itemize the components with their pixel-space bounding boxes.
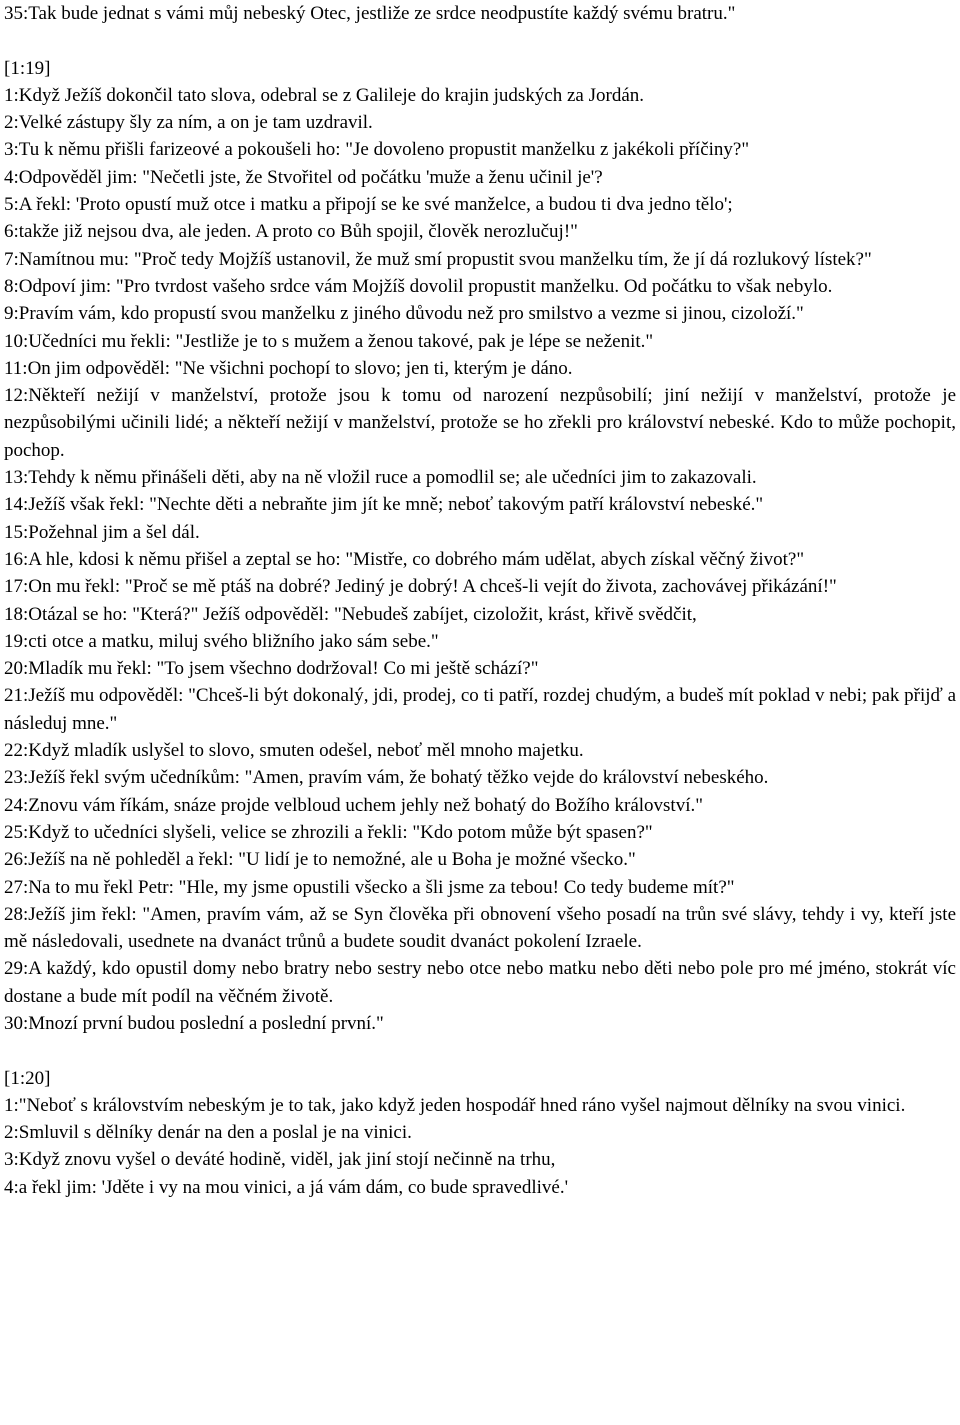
verse-line: 28:Ježíš jim řekl: "Amen, pravím vám, až se Syn člověka při obnovení všeho posadí na trůn své slávy, tehdy i vy, kteří jste mě následovali, usednete na dvanáct trůnů a budete soudit dvanáct pokolení Izraele. (4, 903, 956, 953)
verse-line: 12:Někteří nežijí v manželství, protože jsou k tomu od narození nezpůsobilí; jiní nežijí v manželství, protože je nezpůsobilými učinili lidé; a někteří nežijí v manželství, protože se ho zřekli pro království nebeské. Kdo to může pochopit, pochop. (4, 385, 956, 461)
verse-line: 3:Tu k němu přišli farizeové a pokoušeli ho: "Je dovoleno propustit manželku z jakékoli příčiny?" (4, 139, 750, 161)
blank-line (4, 27, 956, 54)
chapter-marker: [1:19] (4, 57, 51, 79)
verse-line: 2:Smluvil s dělníky denár na den a poslal je na vinici. (4, 1122, 412, 1144)
verse-line: 25:Když to učedníci slyšeli, velice se zhrozili a řekli: "Kdo potom může být spasen?" (4, 821, 653, 843)
verse-line: 1:"Neboť s královstvím nebeským je to tak, jako když jeden hospodář hned ráno vyšel najmout dělníky na svou vinici. (4, 1094, 906, 1116)
verse-line: 3:Když znovu vyšel o deváté hodině, viděl, jak jiní stojí nečinně na trhu, (4, 1149, 556, 1171)
verse-line: 20:Mladík mu řekl: "To jsem všechno dodržoval! Co mi ještě schází?" (4, 658, 539, 680)
verse-line: 27:Na to mu řekl Petr: "Hle, my jsme opustili všecko a šli jsme za tebou! Co tedy budeme mít?" (4, 876, 735, 898)
chapter-marker: [1:20] (4, 1067, 51, 1089)
verse-line: 16:A hle, kdosi k němu přišel a zeptal se ho: "Mistře, co dobrého mám udělat, abych získal věčný život?" (4, 548, 805, 570)
verse-line: 18:Otázal se ho: "Která?" Ježíš odpověděl: "Nebudeš zabíjet, cizoložit, krást, křivě svědčit, (4, 603, 697, 625)
verse-line: 8:Odpoví jim: "Pro tvrdost vašeho srdce vám Mojžíš dovolil propustit manželku. Od počátku to však nebylo. (4, 275, 833, 297)
verse-line: 4:Odpověděl jim: "Nečetli jste, že Stvořitel od počátku 'muže a ženu učinil je'? (4, 166, 603, 188)
verse-line: 13:Tehdy k němu přinášeli děti, aby na ně vložil ruce a pomodlil se; ale učedníci jim to zakazovali. (4, 467, 757, 489)
verse-line: 23:Ježíš řekl svým učedníkům: "Amen, pravím vám, že bohatý těžko vejde do království nebeského. (4, 767, 769, 789)
verse-line: 11:On jim odpověděl: "Ne všichni pochopí to slovo; jen ti, kterým je dáno. (4, 357, 573, 379)
verse-line: 10:Učedníci mu řekli: "Jestliže je to s mužem a ženou takové, pak je lépe se neženit." (4, 330, 654, 352)
verse-line: 15:Požehnal jim a šel dál. (4, 521, 200, 543)
verse-line: 19:cti otce a matku, miluj svého bližního jako sám sebe." (4, 630, 439, 652)
verse-line: 1:Když Ježíš dokončil tato slova, odebral se z Galileje do krajin judských za Jordán. (4, 84, 645, 106)
verse-line: 35:Tak bude jednat s vámi můj nebeský Otec, jestliže ze srdce neodpustíte každý svému bratru." (4, 3, 736, 24)
verse-line: 24:Znovu vám říkám, snáze projde velbloud uchem jehly než bohatý do Božího království." (4, 794, 703, 816)
verse-line: 2:Velké zástupy šly za ním, a on je tam uzdravil. (4, 112, 373, 134)
blank-line (4, 1037, 956, 1064)
verse-line: 21:Ježíš mu odpověděl: "Chceš-li být dokonalý, jdi, prodej, co ti patří, rozdej chudým, a budeš mít poklad v nebi; pak přijď a následuj mne." (4, 685, 956, 734)
verse-line: 4:a řekl jim: 'Jděte i vy na mou vinici, a já vám dám, co bude spravedlivé.' (4, 1176, 569, 1198)
verse-line: 9:Pravím vám, kdo propustí svou manželku z jiného důvodu než pro smilstvo a vezme si jinou, cizoloží." (4, 303, 804, 325)
verse-line: 14:Ježíš však řekl: "Nechte děti a nebraňte jim jít ke mně; neboť takovým patří království nebeské." (4, 494, 764, 516)
verse-line: 29:A každý, kdo opustil domy nebo bratry nebo sestry nebo otce nebo matku nebo děti nebo pole pro mé jméno, stokrát víc dostane a bude mít podíl na věčném životě. (4, 958, 956, 1007)
verse-line: 5:A řekl: 'Proto opustí muž otce i matku a připojí se ke své manželce, a budou ti dva jedno tělo'; (4, 194, 733, 216)
verse-line: 26:Ježíš na ně pohleděl a řekl: "U lidí je to nemožné, ale u Boha je možné všecko." (4, 849, 636, 871)
verse-line: 30:Mnozí první budou poslední a poslední první." (4, 1012, 384, 1034)
verse-line: 7:Namítnou mu: "Proč tedy Mojžíš ustanovil, že muž smí propustit svou manželku tím, že jí dá rozlukový lístek?" (4, 248, 872, 270)
verse-line: 17:On mu řekl: "Proč se mě ptáš na dobré? Jediný je dobrý! A chceš-li vejít do života, zachovávej přikázání!" (4, 576, 837, 598)
verse-line: 22:Když mladík uslyšel to slovo, smuten odešel, neboť měl mnoho majetku. (4, 740, 584, 762)
verse-line: 6:takže již nejsou dva, ale jeden. A proto co Bůh spojil, člověk nerozlučuj!" (4, 221, 578, 243)
